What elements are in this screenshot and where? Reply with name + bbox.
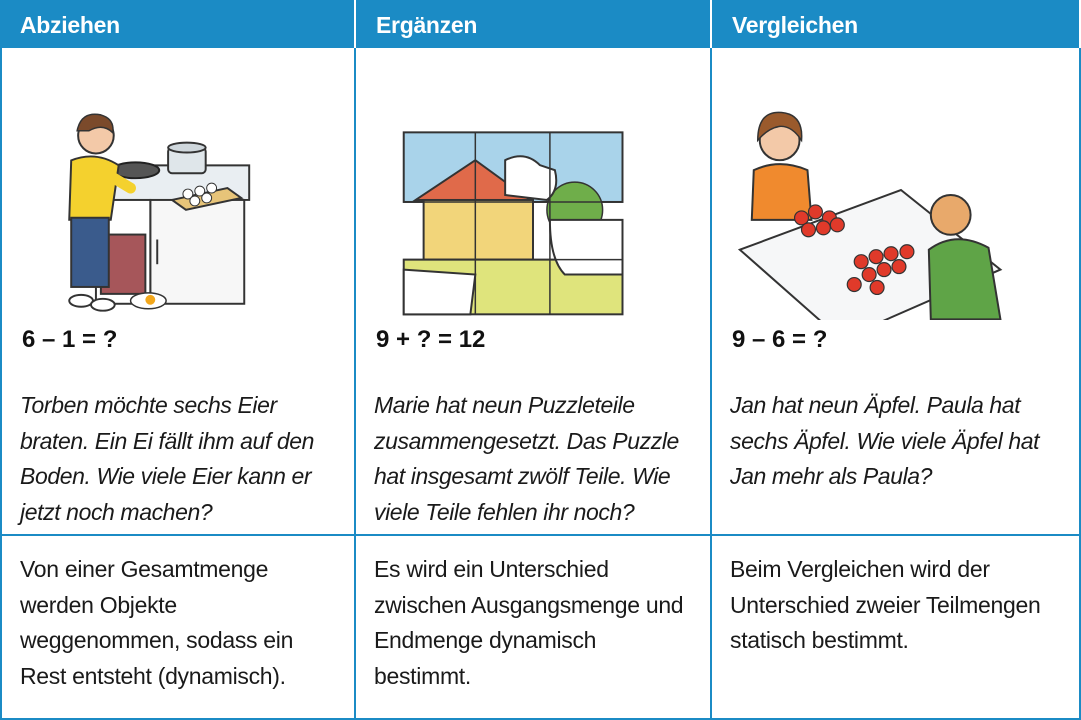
header-abziehen: Abziehen: [0, 0, 356, 48]
story-ergaenzen: Marie hat neun Puzzleteile zusammengesetzt. Das Puzzle hat insgesamt zwölf Teile. Wie viele Teile fehlen ihr noch?: [374, 392, 679, 525]
equation-abziehen: 6 – 1 = ?: [22, 326, 118, 353]
description-vergleichen: Beim Vergleichen wird der Unterschied zweier Teilmengen statisch bestimmt.: [712, 536, 1081, 720]
story-abziehen: Torben möchte sechs Eier braten. Ein Ei fällt ihm auf den Boden. Wie viele Eier kann er jetzt noch machen?: [20, 392, 315, 525]
jigsaw-puzzle-house-illustration: [356, 70, 710, 320]
story-vergleichen: Jan hat neun Äpfel. Paula hat sechs Äpfel. Wie viele Äpfel hat Jan mehr als Paula?: [730, 392, 1040, 489]
boy-cooking-eggs-illustration: [2, 70, 354, 320]
equation-ergaenzen: 9 + ? = 12: [376, 326, 486, 353]
header-vergleichen: Vergleichen: [712, 0, 1081, 48]
description-ergaenzen: Es wird ein Unterschied zwischen Ausgangsmenge und Endmenge dynamisch bestimmt.: [356, 536, 712, 720]
example-cell-abziehen: [0, 48, 356, 536]
example-cell-vergleichen: [712, 48, 1081, 536]
example-cell-ergaenzen: [356, 48, 712, 536]
children-comparing-apples-illustration: [712, 70, 1079, 320]
header-ergaenzen: Ergänzen: [356, 0, 712, 48]
description-abziehen: Von einer Gesamtmenge werden Objekte weggenommen, sodass ein Rest entsteht (dynamisch).: [0, 536, 356, 720]
equation-vergleichen: 9 – 6 = ?: [732, 326, 828, 353]
